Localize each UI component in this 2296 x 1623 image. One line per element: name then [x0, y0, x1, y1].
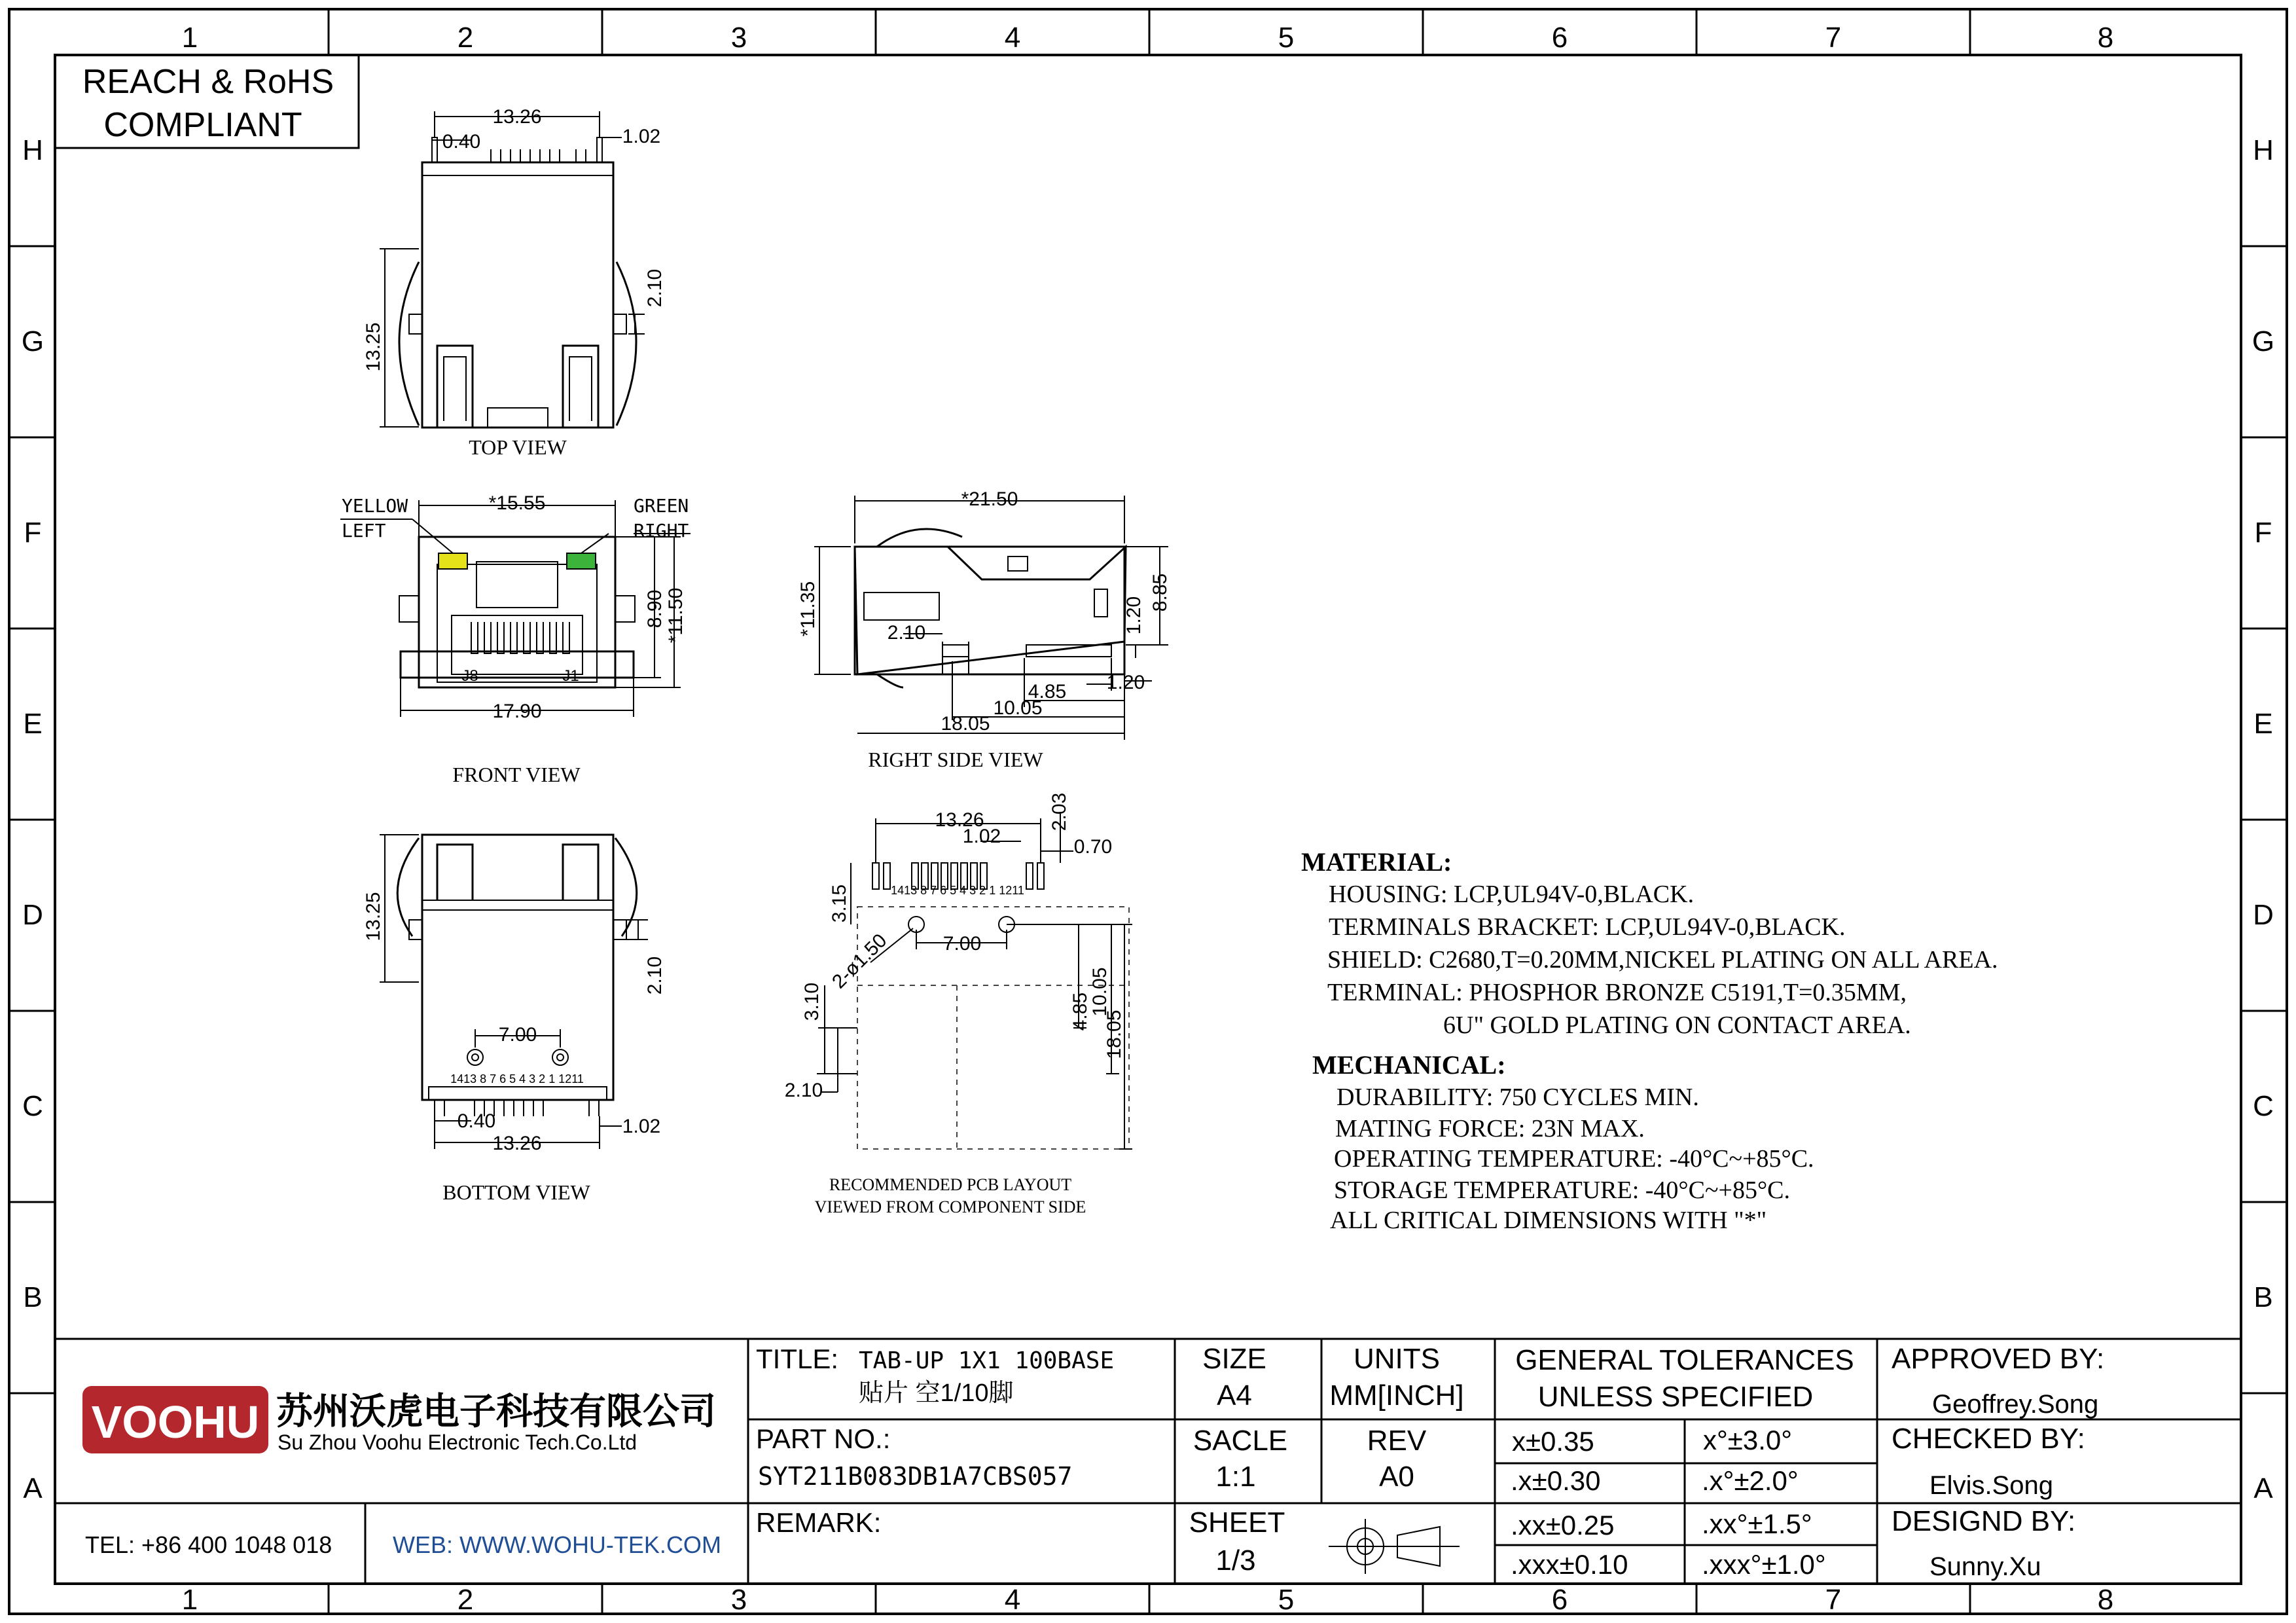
- pcb-dim-hole: 2-ø1.50: [828, 930, 891, 993]
- mechanical-line-5: ALL CRITICAL DIMENSIONS WITH "*": [1330, 1207, 1767, 1234]
- scale-label: SACLE: [1193, 1425, 1288, 1457]
- mechanical-heading: MECHANICAL:: [1312, 1050, 1506, 1080]
- tolerance-angular-1: .x°±2.0°: [1702, 1465, 1799, 1496]
- pcb-caption-line-2: VIEWED FROM COMPONENT SIDE: [814, 1197, 1086, 1216]
- material-line-5: 6U" GOLD PLATING ON CONTACT AREA.: [1443, 1012, 1911, 1039]
- side-dim-length: *21.50: [961, 488, 1018, 510]
- top-view-caption: TOP VIEW: [469, 435, 567, 459]
- col-label-2-bottom: 2: [457, 1584, 474, 1616]
- col-label-7-bottom: 7: [1825, 1584, 1842, 1616]
- side-dim-total: 18.05: [941, 713, 990, 735]
- top-dim-pitch: 1.02: [622, 126, 661, 147]
- col-label-2: 2: [457, 22, 474, 54]
- material-line-3: SHIELD: C2680,T=0.20MM,NICKEL PLATING ON ALL AREA.: [1327, 946, 1998, 974]
- tolerance-angular-3: .xxx°±1.0°: [1702, 1549, 1826, 1580]
- row-label-a-right: A: [2253, 1472, 2273, 1504]
- rev-label: REV: [1367, 1425, 1427, 1457]
- title-line-2: 贴片 空1/10脚: [859, 1379, 1014, 1407]
- col-label-7: 7: [1825, 22, 1842, 54]
- material-line-1: HOUSING: LCP,UL94V-0,BLACK.: [1329, 881, 1695, 908]
- checked-by: Elvis.Song: [1929, 1471, 2053, 1500]
- pcb-dim-row-offset: 3.15: [829, 884, 850, 923]
- side-dim-lead-width: 1.20: [1106, 672, 1145, 693]
- tolerance-angular-0: x°±3.0°: [1703, 1425, 1793, 1455]
- pcb-dim-1805: 18.05: [1103, 1010, 1125, 1059]
- front-dim-height: 8.90: [644, 589, 666, 629]
- company-name-en: Su Zhou Voohu Electronic Tech.Co.Ltd: [278, 1431, 637, 1454]
- bottom-dim-height: 13.25: [363, 892, 384, 941]
- row-label-b: B: [23, 1281, 43, 1313]
- side-dim-mid: 10.05: [993, 697, 1043, 719]
- pcb-pin-numbers: 1413 8 7 6 5 4 3 2 1 1211: [891, 884, 1024, 897]
- mechanical-line-3: OPERATING TEMPERATURE: -40°C~+85°C.: [1334, 1145, 1814, 1173]
- bottom-dim-width: 13.26: [492, 1133, 542, 1154]
- front-dim-width: *15.55: [488, 492, 546, 514]
- col-label-4: 4: [1004, 22, 1021, 54]
- row-label-e-right: E: [2253, 708, 2273, 740]
- row-label-h: H: [22, 134, 43, 166]
- front-label-left: LEFT: [342, 520, 386, 541]
- top-dim-width: 13.26: [492, 106, 542, 128]
- compliance-line-2: COMPLIANT: [103, 106, 302, 144]
- bottom-dim-post-spacing: 7.00: [498, 1024, 537, 1046]
- row-label-h-right: H: [2253, 134, 2274, 166]
- front-view: [340, 492, 691, 786]
- tolerance-linear-1: .x±0.30: [1511, 1465, 1601, 1496]
- row-label-g: G: [21, 325, 45, 357]
- pcb-dim-310: 3.10: [801, 982, 823, 1021]
- pcb-dim-pad-width: 0.70: [1073, 836, 1113, 858]
- row-label-d: D: [22, 899, 43, 931]
- pcb-dim-width: 13.26: [935, 809, 984, 831]
- approved-by: Geoffrey.Song: [1932, 1390, 2099, 1419]
- part-no-label: PART NO.:: [756, 1423, 891, 1454]
- col-label-3-bottom: 3: [730, 1584, 747, 1616]
- col-label-5-bottom: 5: [1278, 1584, 1295, 1616]
- right-side-view: [797, 488, 1171, 771]
- material-line-2: TERMINALS BRACKET: LCP,UL94V-0,BLACK.: [1329, 913, 1846, 941]
- row-label-e: E: [23, 708, 43, 740]
- col-label-1: 1: [181, 22, 198, 54]
- row-label-d-right: D: [2253, 899, 2274, 931]
- side-dim-body-height: 8.85: [1149, 573, 1171, 612]
- notes: [1301, 847, 1998, 1234]
- units-value: MM[INCH]: [1329, 1379, 1464, 1412]
- row-label-g-right: G: [2251, 325, 2275, 357]
- col-label-3: 3: [730, 22, 747, 54]
- side-dim-pitch: 4.85: [1028, 681, 1067, 702]
- mechanical-line-2: MATING FORCE: 23N MAX.: [1335, 1115, 1645, 1142]
- tolerance-angular-2: .xx°±1.5°: [1702, 1508, 1812, 1539]
- top-dim-pin-width: 0.40: [442, 131, 481, 153]
- size-value: A4: [1217, 1379, 1252, 1412]
- row-label-f-right: F: [2254, 517, 2272, 549]
- website[interactable]: WEB: WWW.WOHU-TEK.COM: [393, 1531, 721, 1558]
- tolerance-label-2: UNLESS SPECIFIED: [1537, 1381, 1814, 1413]
- bottom-view-caption: BOTTOM VIEW: [442, 1180, 590, 1204]
- col-label-6-bottom: 6: [1551, 1584, 1568, 1616]
- approved-label: APPROVED BY:: [1892, 1343, 2105, 1375]
- row-label-a: A: [23, 1472, 43, 1504]
- designed-by: Sunny.Xu: [1929, 1552, 2041, 1581]
- row-label-c-right: C: [2253, 1090, 2274, 1122]
- compliance-line-1: REACH & RoHS: [82, 63, 334, 101]
- title-label: TITLE:: [756, 1343, 839, 1374]
- front-label-j1: J1: [562, 667, 579, 685]
- tolerance-linear-2: .xx±0.25: [1511, 1510, 1615, 1541]
- front-view-caption: FRONT VIEW: [452, 763, 581, 786]
- top-view: [363, 106, 666, 459]
- col-label-5: 5: [1278, 22, 1295, 54]
- pcb-dim-210: 2.10: [784, 1080, 823, 1101]
- designed-label: DESIGND BY:: [1892, 1505, 2076, 1537]
- col-label-4-bottom: 4: [1004, 1584, 1021, 1616]
- company-name-cn: 苏州沃虎电子科技有限公司: [276, 1391, 716, 1432]
- units-label: UNITS: [1354, 1343, 1440, 1375]
- bottom-pin-numbers: 1413 8 7 6 5 4 3 2 1 1211: [450, 1072, 584, 1085]
- mechanical-line-4: STORAGE TEMPERATURE: -40°C~+85°C.: [1334, 1176, 1790, 1204]
- led-yellow: [439, 553, 467, 569]
- side-dim-lead: 1.20: [1123, 596, 1145, 635]
- bottom-dim-pitch: 1.02: [622, 1116, 661, 1137]
- pcb-dim-1005: 10.05: [1089, 967, 1111, 1017]
- sheet-value: 1/3: [1215, 1544, 1256, 1577]
- material-line-4: TERMINAL: PHOSPHOR BRONZE C5191,T=0.35MM,: [1327, 979, 1907, 1006]
- pcb-caption-line-1: RECOMMENDED PCB LAYOUT: [829, 1175, 1072, 1194]
- row-label-b-right: B: [2253, 1281, 2273, 1313]
- checked-label: CHECKED BY:: [1892, 1423, 2085, 1455]
- part-no-value: SYT211B083DB1A7CBS057: [758, 1462, 1073, 1491]
- front-dim-overall-height: *11.50: [665, 587, 687, 644]
- title-line-1: TAB-UP 1X1 100BASE: [859, 1347, 1115, 1374]
- tolerance-linear-3: .xxx±0.10: [1511, 1549, 1628, 1580]
- front-label-green: GREEN: [634, 495, 689, 517]
- size-label: SIZE: [1202, 1343, 1266, 1375]
- scale-value: 1:1: [1215, 1461, 1256, 1493]
- front-label-j8: J8: [461, 667, 478, 685]
- tolerance-label-1: GENERAL TOLERANCES: [1515, 1344, 1854, 1376]
- pcb-dim-hole-spacing: 7.00: [942, 933, 982, 955]
- title-block: [55, 1339, 2241, 1584]
- telephone: TEL: +86 400 1048 018: [85, 1531, 332, 1558]
- led-green: [567, 553, 596, 569]
- pcb-dim-485: 4.85: [1069, 992, 1091, 1031]
- row-label-f: F: [24, 517, 42, 549]
- compliance-box: [55, 55, 359, 148]
- remark-label: REMARK:: [756, 1507, 882, 1538]
- top-dim-height: 13.25: [363, 322, 384, 372]
- tolerance-linear-0: x±0.35: [1512, 1426, 1594, 1457]
- col-label-8-bottom: 8: [2097, 1584, 2114, 1616]
- material-heading: MATERIAL:: [1301, 847, 1452, 877]
- mechanical-line-1: DURABILITY: 750 CYCLES MIN.: [1336, 1084, 1699, 1111]
- bottom-dim-ear: 2.10: [644, 956, 666, 995]
- col-label-6: 6: [1551, 22, 1568, 54]
- row-label-c: C: [22, 1090, 43, 1122]
- col-label-1-bottom: 1: [181, 1584, 198, 1616]
- top-dim-ear: 2.10: [644, 268, 666, 308]
- front-label-yellow: YELLOW: [342, 495, 408, 517]
- front-label-right: RIGHT: [634, 520, 689, 541]
- side-dim-post: 2.10: [887, 622, 926, 644]
- projection-symbol-icon: [1329, 1519, 1460, 1574]
- pcb-layout-view: [785, 793, 1132, 1216]
- sheet-label: SHEET: [1189, 1506, 1285, 1539]
- bottom-dim-pin-width: 0.40: [457, 1110, 496, 1132]
- pcb-dim-203: 2.03: [1049, 792, 1070, 831]
- rev-value: A0: [1379, 1461, 1414, 1493]
- pcb-dim-pitch: 1.02: [962, 826, 1001, 847]
- right-side-view-caption: RIGHT SIDE VIEW: [868, 748, 1043, 771]
- logo-text: VOOHU: [91, 1396, 260, 1448]
- side-dim-height: *11.35: [797, 581, 819, 637]
- front-dim-overall: 17.90: [492, 701, 542, 722]
- col-label-8: 8: [2097, 22, 2114, 54]
- bottom-view: [363, 835, 666, 1204]
